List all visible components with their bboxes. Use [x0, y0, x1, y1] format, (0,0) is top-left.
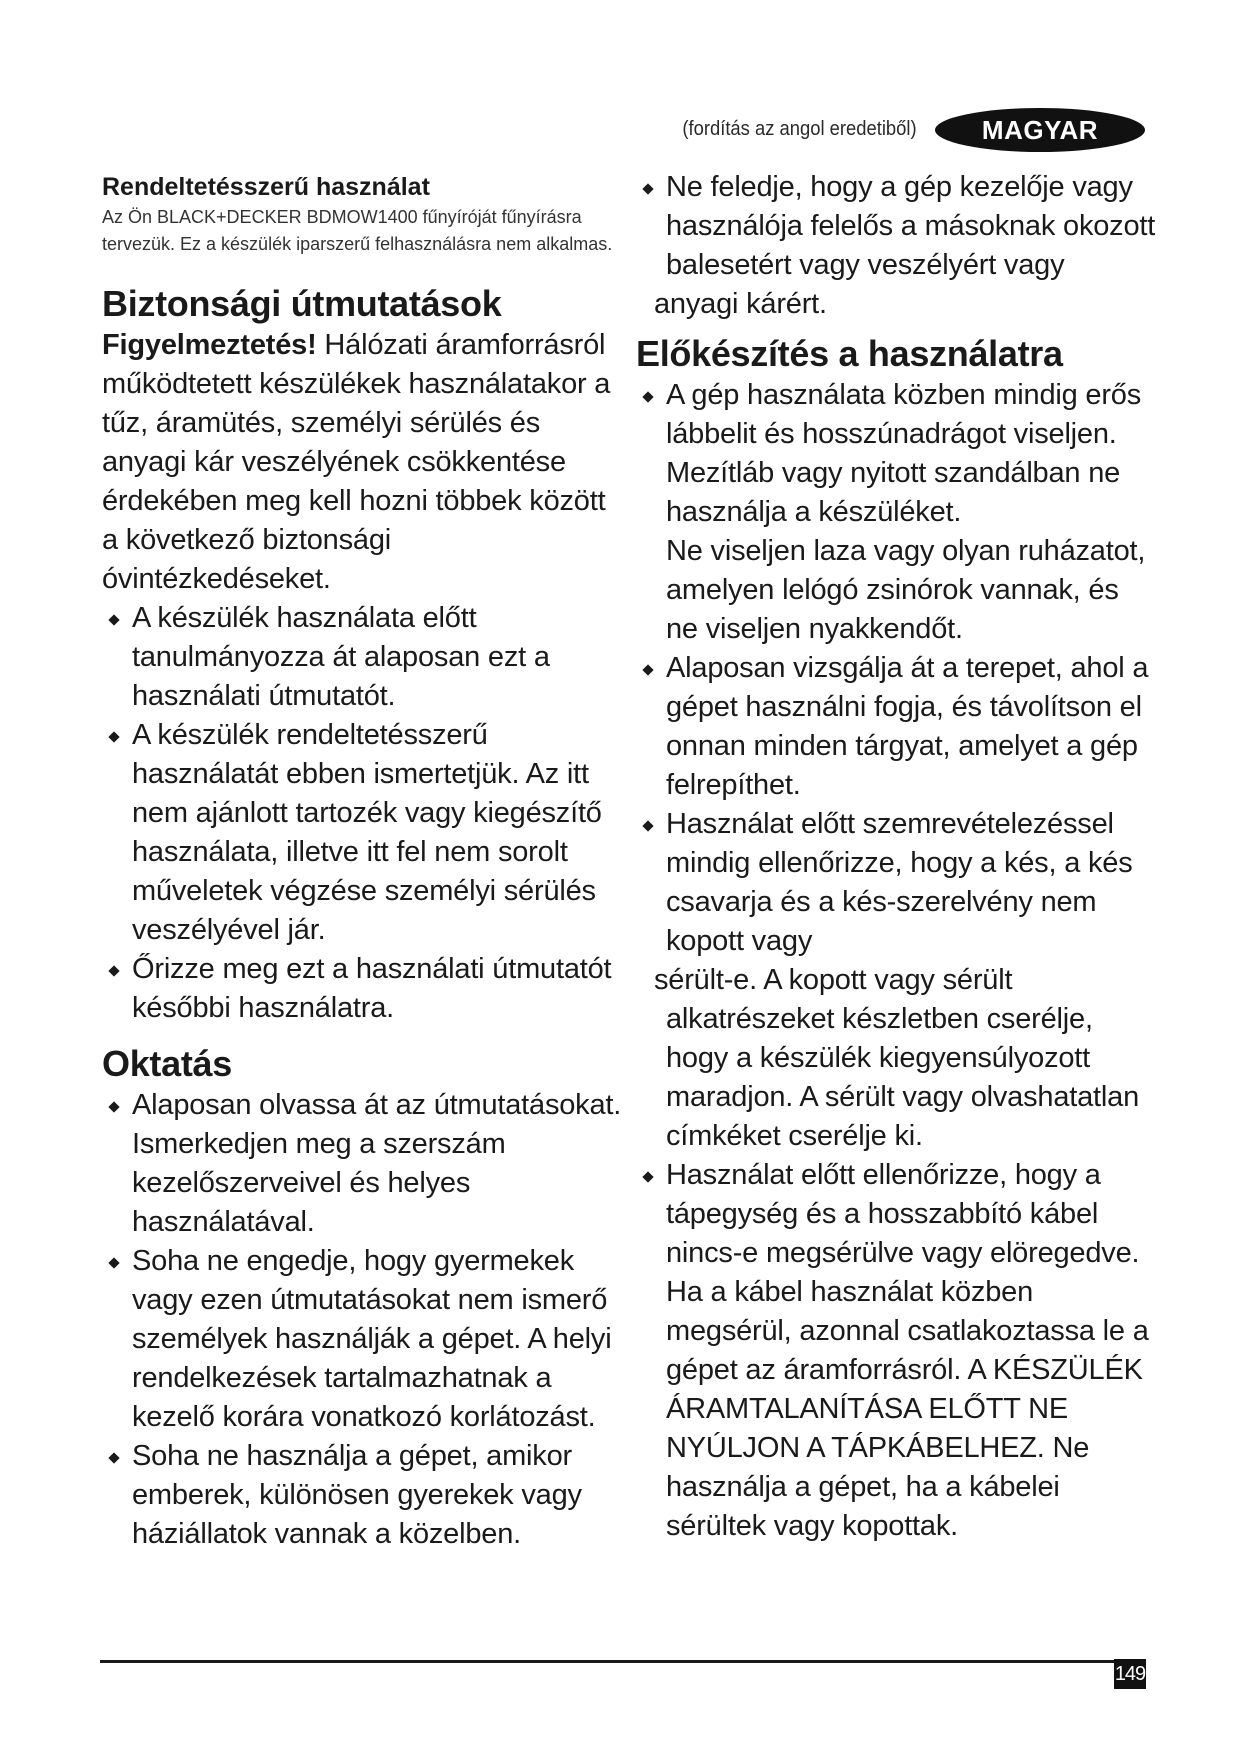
list-item: Soha ne használja a gépet, amikor emberek, különösen gyerekek vagy háziállatok vannak a közelben. [102, 1437, 622, 1554]
list-item-extra: alkatrészeket készletben cserélje, hogy a készülék kiegyensúlyozott maradjon. A sérült vagy olvashatatlan címkéket cserélje ki. [666, 1003, 1139, 1152]
intended-use-heading: Rendeltetésszerű használat [102, 173, 430, 201]
list-item: A gép használata közben mindig erős lábbelit és hosszúnadrágot viseljen. Mezítláb vagy nyitott szandálban ne használja a készüléket. [636, 376, 1156, 532]
bullet-icon [642, 391, 653, 402]
intended-use-text: Az Ön BLACK+DECKER BDMOW1400 fűnyíróját fűnyírásra tervezük. Ez a készülék iparszerű felhasználásra nem alkalmas. [102, 207, 613, 254]
list-item: Ne feledje, hogy a gép kezelője vagy használója felelős a másoknak okozott balesetért vagy veszélyért vagy [636, 168, 1156, 285]
safety-title: Biztonsági útmutatások [102, 283, 502, 324]
list-item: Alaposan olvassa át az útmutatásokat. Ismerkedjen meg a szerszám kezelőszerveivel és helyes használatával. [102, 1086, 622, 1242]
list-item: Alaposan vizsgálja át a terepet, ahol a gépet használni fogja, és távolítson el onnan minden tárgyat, amelyet a gép felrepíthet. [636, 649, 1156, 805]
bullet-icon [108, 1452, 119, 1463]
bullet-icon [642, 1171, 653, 1182]
right-column [636, 168, 1156, 1546]
training-title: Oktatás [102, 1043, 232, 1084]
bullet-icon [108, 614, 119, 625]
bullet-icon [108, 1101, 119, 1112]
bullet-icon [642, 820, 653, 831]
list-item-continuation: sérült-e. A kopott vagy sérült [654, 964, 1013, 996]
footer-divider [100, 1660, 1144, 1663]
bullet-icon [108, 731, 119, 742]
language-badge: MAGYAR [935, 108, 1145, 152]
bullet-icon [108, 1257, 119, 1268]
list-item: Őrizze meg ezt a használati útmutatót későbbi használatra. [102, 950, 622, 1028]
preparation-title: Előkészítés a használatra [636, 333, 1063, 374]
bullet-icon [108, 965, 119, 976]
left-column [102, 168, 622, 1554]
list-item-extra: Ne viseljen laza vagy olyan ruházatot, amelyen lelógó zsinórok vannak, és ne viseljen nyakkendőt. [666, 535, 1146, 645]
bullet-icon [642, 664, 653, 675]
list-item: Használat előtt szemrevételezéssel mindig ellenőrizze, hogy a kés, a kés csavarja és a kés-szerelvény nem kopott vagy [636, 805, 1156, 961]
bullet-icon [642, 183, 653, 194]
list-item: A készülék használata előtt tanulmányozza át alaposan ezt a használati útmutatót. [102, 599, 622, 716]
translation-note: (fordítás az angol eredetiből) [682, 118, 917, 140]
list-item: A készülék rendeltetésszerű használatát ebben ismertetjük. Az itt nem ajánlott tartozék vagy kiegészítő használata, illetve itt fel nem sorolt műveletek végzése személyi sérülés veszélyével jár. [102, 716, 622, 950]
list-item: Használat előtt ellenőrizze, hogy a tápegység és a hosszabbító kábel nincs-e megsérülve vagy elöregedve. Ha a kábel használat közben megsérül, azonnal csatlakoztassa le a gépet az áramforrásról. A KÉSZÜLÉK ÁRAMTALANÍTÁSA ELŐTT NE NYÚLJON A TÁPKÁBELHEZ. Ne használja a gépet, ha a kábelei sérültek vagy kopottak. [636, 1156, 1156, 1546]
page-header [0, 108, 1241, 152]
warning-label: Figyelmeztetés! [102, 329, 317, 361]
warning-text: Hálózati áramforrásról működtetett készülékek használatakor a tűz, áramütés, személyi sérülés és anyagi kár veszélyének csökkentése érdekében meg kell hozni többek között a következő biztonsági óvintézkedéseket. [102, 329, 611, 595]
page-number: 149 [1114, 1659, 1146, 1689]
list-item-continuation: anyagi kárért. [654, 288, 827, 320]
warning-paragraph [102, 326, 622, 599]
list-item: Soha ne engedje, hogy gyermekek vagy ezen útmutatásokat nem ismerő személyek használják a gépet. A helyi rendelkezések tartalmazhatnak a kezelő korára vonatkozó korlátozást. [102, 1242, 622, 1437]
